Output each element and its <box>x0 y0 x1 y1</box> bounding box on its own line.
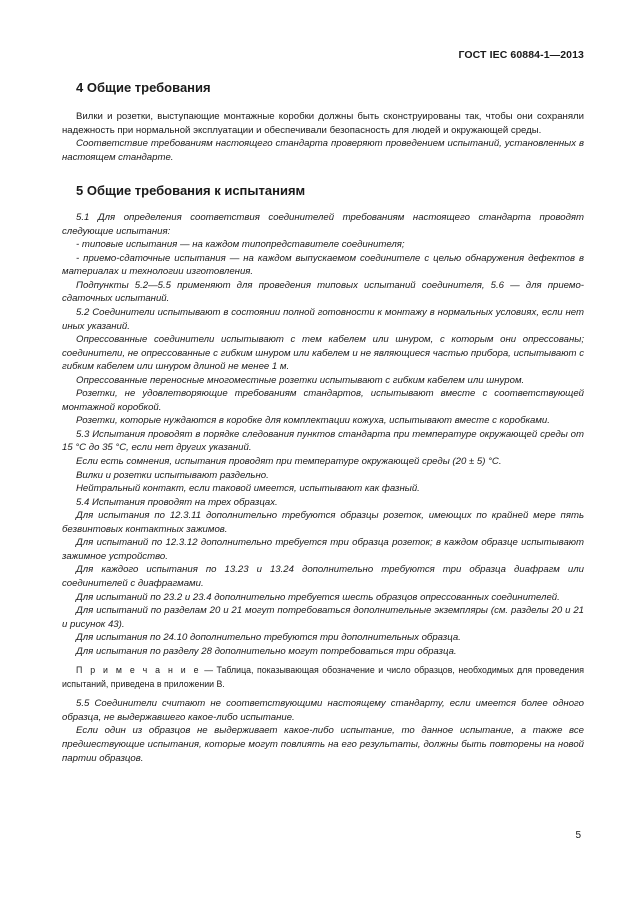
paragraph: Розетки, которые нуждаются в коробке для комплектации кожуха, испытывают вместе с коробками. <box>76 415 550 427</box>
note-label: П р и м е ч а н и е <box>76 665 201 676</box>
paragraph: Для каждого испытания по 13.23 и 13.24 дополнительно требуются три образца диафрагм или соединителей с диафрагмами. <box>62 564 584 589</box>
list-item: - типовые испытания — на каждом типопредставителе соединителя; <box>76 239 405 251</box>
note <box>62 664 584 691</box>
paragraph: Вилки и розетки испытывают раздельно. <box>76 469 269 481</box>
paragraph: Для испытания по разделу 28 дополнительно могут потребоваться три образца. <box>76 645 457 657</box>
document-header: ГОСТ IEC 60884-1—2013 <box>458 49 584 61</box>
paragraph: 5.3 Испытания проводят в порядке следования пунктов стандарта при температуре окружающей среды от 15 °С до 35 °С, если нет других указаний. <box>62 428 584 454</box>
paragraph: Для испытаний по 23.2 и 23.4 дополнительно требуется шесть образцов опрессованных соединителей. <box>76 591 560 603</box>
paragraph: 5.5 Соединители считают не соответствующими настоящему стандарту, если имеется более одного образца, не выдержавшего какое-либо испытание. <box>62 698 584 723</box>
section-5-title: 5 Общие требования к испытаниям <box>76 183 306 199</box>
paragraph: Нейтральный контакт, если таковой имеется, испытывают как фазный. <box>76 483 420 495</box>
page-number: 5 <box>575 830 581 841</box>
note-text: — Таблица, показывающая обозначение и число образцов, необходимых для проведения испытаний, приведена в приложении В. <box>62 665 584 689</box>
list-item: - приемо-сдаточные испытания — на каждом выпускаемом соединителе с целью обнаружения дефектов в материалах и технологии изготовления. <box>62 252 584 278</box>
paragraph: Опрессованные соединители испытывают с тем кабелем или шнуром, с которым они опрессованы; соединители, не опрессованные с гибким шнуром или кабелем и не являющиеся частью прибора, испытывают с гибким кабелем или шнуром длиной не менее 1 м. <box>62 334 584 373</box>
paragraph: Для испытаний по 12.3.12 дополнительно требуется три образца розеток; в каждом образце испытывают зажимное устройство. <box>62 537 584 562</box>
paragraph: Розетки, не удовлетворяющие требованиям стандартов, испытывают вместе с соответствующей монтажной коробкой. <box>62 388 584 413</box>
paragraph: Опрессованные переносные многоместные розетки испытывают с гибким кабелем или шнуром. <box>76 374 525 386</box>
paragraph: Если есть сомнения, испытания проводят при температуре окружающей среды (20 ± 5) °С. <box>76 456 502 468</box>
section-4-title: 4 Общие требования <box>76 80 211 95</box>
paragraph: Для испытания по 12.3.11 дополнительно требуются образцы розеток, имеющих по крайней мере пять безвинтовых контактных зажимов. <box>62 510 584 535</box>
paragraph: Вилки и розетки, выступающие монтажные коробки должны быть сконструированы так, чтобы они сохраняли надежность при нормальной эксплуатации и обеспечивали безопасность для людей и окружающей среды. <box>62 111 584 136</box>
paragraph: Для испытаний по разделам 20 и 21 могут потребоваться дополнительные экземпляры (см. разделы 20 и 21 и рисунок 43). <box>62 605 584 630</box>
paragraph: Для испытания по 24.10 дополнительно требуются три дополнительных образца. <box>76 632 461 644</box>
paragraph: Соответствие требованиям настоящего стандарта проверяют проведением испытаний, установленных в настоящем стандарте. <box>62 138 584 163</box>
paragraph: Подпункты 5.2—5.5 применяют для проведения типовых испытаний соединителя, 5.6 — для приемо-сдаточных испытаний. <box>62 279 584 305</box>
paragraph: 5.4 Испытания проводят на трех образцах. <box>76 496 278 508</box>
paragraph: 5.2 Соединители испытывают в состоянии полной готовности к монтажу в нормальных условиях, если нет иных указаний. <box>62 307 584 332</box>
paragraph: Если один из образцов не выдерживает какое-либо испытание, то данное испытание, а также все предшествующие испытания, которые могут повлиять на его результаты, должны быть повторены на новой партии образцов. <box>62 725 584 764</box>
page-body <box>62 76 584 765</box>
paragraph: 5.1 Для определения соответствия соединителей требованиям настоящего стандарта проводят следующие испытания: <box>62 212 584 237</box>
